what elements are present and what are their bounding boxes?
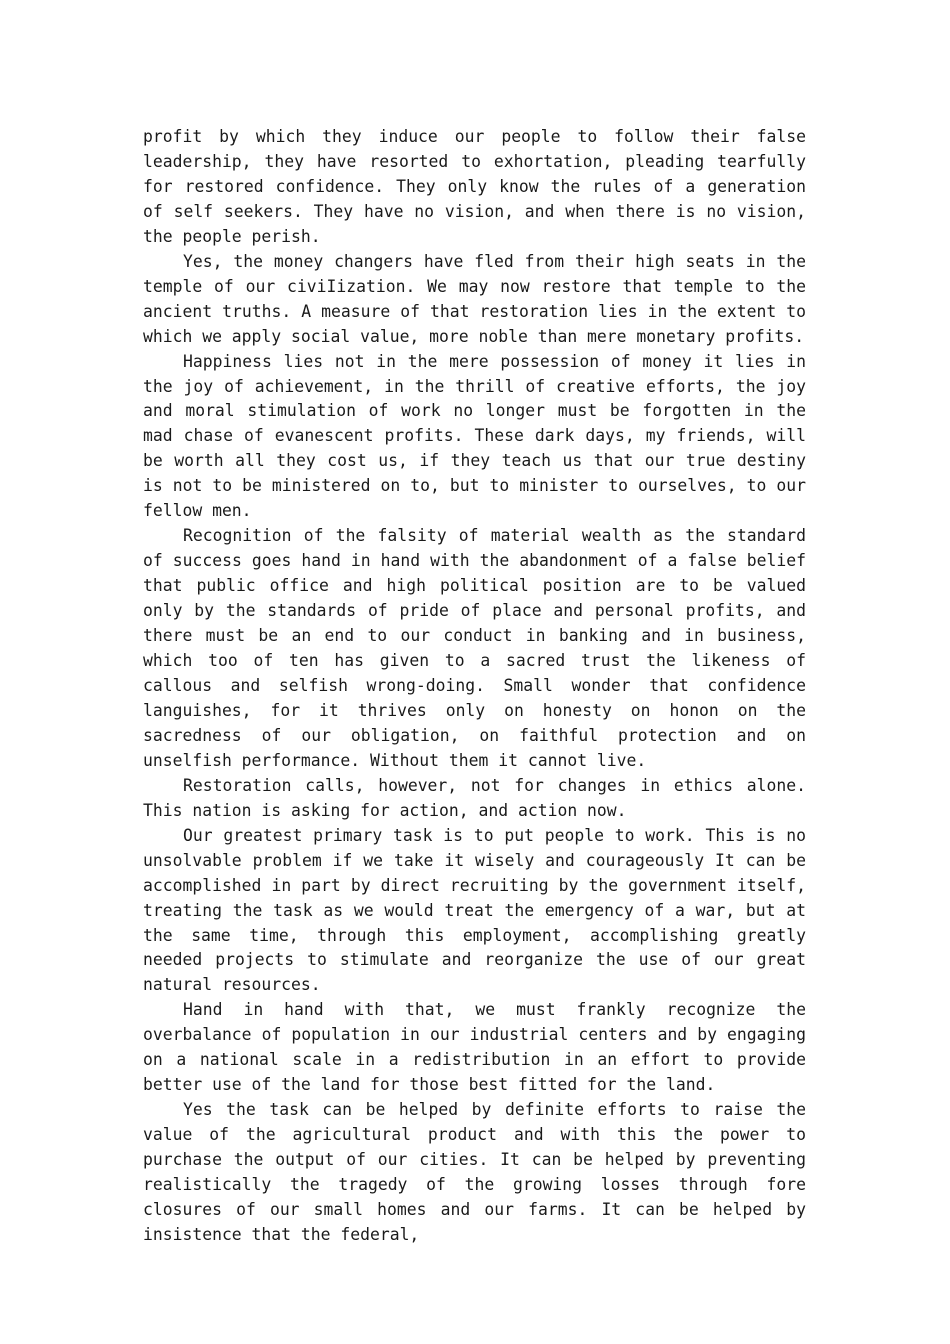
document-page [143,125,806,1248]
paragraph-4: Recognition of the falsity of material wealth as the standard of success goes hand in hand with the abandonment of a false belief that public office and high political position are to be valued only by the standards of pride of place and personal profits, and there must be an end to our conduct in banking and in business, which too of ten has given to a sacred trust the likeness of callous and selfish wrong-doing. Small wonder that confidence languishes, for it thrives only on honesty on honon on the sacredness of our obligation, on faithful protection and on unselfish performance. Without them it cannot live. [143,526,806,770]
paragraph-1: profit by which they induce our people to follow their false leadership, they have resorted to exhortation, pleading tearfully for restored confidence. They only know the rules of a generation of self seekers. They have no vision, and when there is no vision, the people perish. [143,127,806,246]
paragraph-3: Happiness lies not in the mere possession of money it lies in the joy of achievement, in the thrill of creative efforts, the joy and moral stimulation of work no longer must be forgotten in the mad chase of evanescent profits. These dark days, my friends, will be worth all they cost us, if they teach us that our true destiny is not to be ministered on to, but to minister to ourselves, to our fellow men. [143,351,806,521]
paragraph-7: Hand in hand with that, we must frankly recognize the overbalance of population in our industrial centers and by engaging on a national scale in a redistribution in an effort to provide better use of the land for those best fitted for the land. [143,1000,806,1095]
paragraph-2: Yes, the money changers have fled from their high seats in the temple of our civiIization. We may now restore that temple to the ancient truths. A measure of that restoration lies in the extent to which we apply social value, more noble than mere monetary profits. [143,251,806,346]
paragraph-8: Yes the task can be helped by definite efforts to raise the value of the agricultural product and with this the power to purchase the output of our cities. It can be helped by preventing realistically the tragedy of the growing losses through fore closures of our small homes and our farms. It can be helped by insistence that the federal, [143,1100,806,1244]
paragraph-6: Our greatest primary task is to put people to work. This is no unsolvable problem if we take it wisely and courageously It can be accomplished in part by direct recruiting by the government itself, treating the task as we would treat the emergency of a war, but at the same time, through this employment, accomplishing greatly needed projects to stimulate and reorganize the use of our great natural resources. [143,825,806,995]
paragraph-5: Restoration calls, however, not for changes in ethics alone. This nation is asking for action, and action now. [143,775,806,820]
